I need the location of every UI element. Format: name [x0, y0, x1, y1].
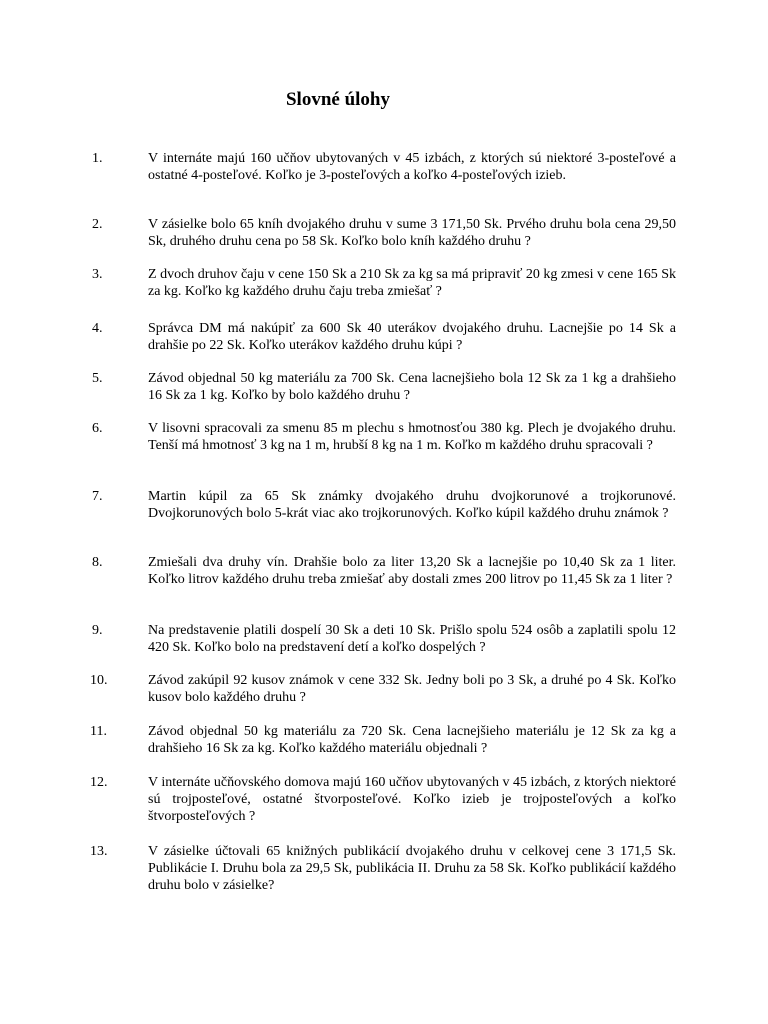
problem-text: V lisovni spracovali za smenu 85 m plechu s hmotnosťou 380 kg. Plech je dvojakého druhu. Tenší má hmotnosť 3 kg na 1 m, hrubší 8 kg na 1 m. Koľko m každého druhu spracovali ? — [148, 421, 676, 453]
problem-number: 1. — [92, 151, 103, 166]
problem-number: 2. — [92, 217, 103, 232]
problem-number: 11. — [90, 724, 107, 739]
problem-text: Zmiešali dva druhy vín. Drahšie bolo za liter 13,20 Sk a lacnejšie po 10,40 Sk za 1 liter. Koľko litrov každého druhu treba zmiešať aby dostali zmes 200 litrov po 11,45 Sk za 1 liter ? — [148, 555, 676, 587]
problem-text: Správca DM má nakúpiť za 600 Sk 40 uterákov dvojakého druhu. Lacnejšie po 14 Sk a drahšie po 22 Sk. Koľko uterákov každého druhu kúpi ? — [148, 321, 676, 353]
problem-number: 3. — [92, 267, 103, 282]
problem-number: 10. — [90, 673, 108, 688]
problem-text: V internáte učňovského domova majú 160 učňov ubytovaných v 45 izbách, z ktorých niektoré sú trojposteľové, ostatné štvorposteľové. Koľko izieb je trojposteľových a koľko štvorposteľových ? — [148, 775, 676, 824]
problem-number: 12. — [90, 775, 108, 790]
problem-text: Závod objednal 50 kg materiálu za 720 Sk. Cena lacnejšieho materiálu je 12 Sk za kg a drahšieho 16 Sk za kg. Koľko každého materiálu objednali ? — [148, 724, 676, 756]
problem-text: Martin kúpil za 65 Sk známky dvojakého druhu dvojkorunové a trojkorunové. Dvojkorunových bolo 5-krát viac ako trojkorunových. Koľko kúpil každého druhu známok ? — [148, 489, 676, 521]
problem-number: 6. — [92, 421, 103, 436]
problem-text: V zásielke účtovali 65 knižných publikácií dvojakého druhu v celkovej cene 3 171,5 Sk. Publikácie I. Druhu bola za 29,5 Sk, publikácia II. Druhu za 58 Sk. Koľko publikácií každého druhu bolo v zásielke? — [148, 844, 676, 893]
problem-text: Z dvoch druhov čaju v cene 150 Sk a 210 Sk za kg sa má pripraviť 20 kg zmesi v cene 165 Sk za kg. Koľko kg každého druhu čaju treba zmiešať ? — [148, 267, 676, 299]
problem-text: Na predstavenie platili dospelí 30 Sk a deti 10 Sk. Prišlo spolu 524 osôb a zaplatili spolu 12 420 Sk. Koľko bolo na predstavení detí a koľko dospelých ? — [148, 623, 676, 655]
problem-number: 8. — [92, 555, 103, 570]
problem-text: Závod zakúpil 92 kusov známok v cene 332 Sk. Jedny boli po 3 Sk, a druhé po 4 Sk. Koľko kusov bolo každého druhu ? — [148, 673, 676, 705]
problem-number: 7. — [92, 489, 103, 504]
problem-text: V zásielke bolo 65 kníh dvojakého druhu v sume 3 171,50 Sk. Prvého druhu bola cena 29,50 Sk, druhého druhu cena po 58 Sk. Koľko bolo kníh každého druhu ? — [148, 217, 676, 249]
problem-number: 9. — [92, 623, 103, 638]
problem-text: V internáte majú 160 učňov ubytovaných v 45 izbách, z ktorých sú niektoré 3-posteľové a ostatné 4-posteľové. Koľko je 3-posteľových a koľko 4-posteľových izieb. — [148, 151, 676, 183]
problem-number: 13. — [90, 844, 108, 859]
problem-text: Závod objednal 50 kg materiálu za 700 Sk. Cena lacnejšieho bola 12 Sk za 1 kg a drahšieho 16 Sk za 1 kg. Koľko by bolo každého druhu ? — [148, 371, 676, 403]
document-title: Slovné úlohy — [285, 89, 390, 110]
problem-number: 5. — [92, 371, 103, 386]
problem-number: 4. — [92, 321, 103, 336]
